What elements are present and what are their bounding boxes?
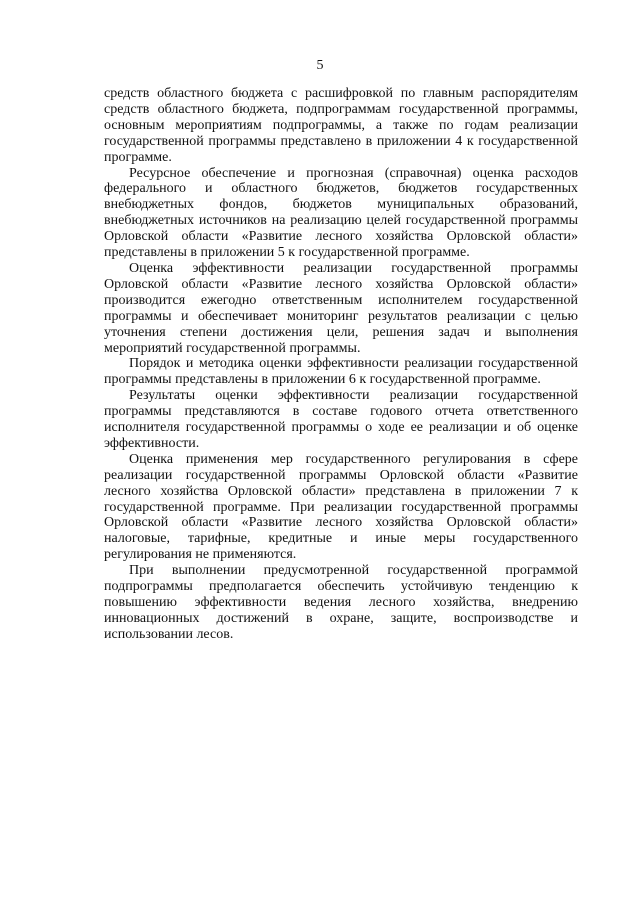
paragraph-budget-breakdown: средств областного бюджета с расшифровкой по главным распорядителям средств областного бюджета, подпрограммам государственной программы, основным мероприятиям подпрограммы, а также по годам реализации государственной программы представлено в приложении 4 к государственной программе. (104, 86, 578, 165)
paragraph-efficiency-assessment: Оценка эффективности реализации государственной программы Орловской области «Развитие лесного хозяйства Орловской области» производится ежегодно ответственным исполнителем государственной программы и обеспечивает мониторинг результатов реализации с целью уточнения степени достижения цели, решения задач и выполнения мероприятий государственной программы. (104, 260, 578, 356)
document-body (104, 86, 578, 643)
paragraph-state-regulation: Оценка применения мер государственного регулирования в сфере реализации государственной программы Орловской области «Развитие лесного хозяйства Орловской области» представлена в приложении 7 к государственной программе. При реализации государственной программы Орловской области «Развитие лесного хозяйства Орловской области» налоговые, тарифные, кредитные и иные меры государственного регулирования не применяются. (104, 451, 578, 563)
paragraph-assessment-results: Результаты оценки эффективности реализации государственной программы представляются в составе годового отчета ответственного исполнителя государственной программы о ходе ее реализации и об оценке эффективности. (104, 388, 578, 451)
paragraph-resource-provision: Ресурсное обеспечение и прогнозная (справочная) оценка расходов федерального и областного бюджетов, бюджетов государственных внебюджетных фондов, бюджетов муниципальных образований, внебюджетных источников на реализацию целей государственной программы Орловской области «Развитие лесного хозяйства Орловской области» представлены в приложении 5 к государственной программе. (104, 165, 578, 261)
paragraph-assessment-methodology: Порядок и методика оценки эффективности реализации государственной программы представлены в приложении 6 к государственной программе. (104, 356, 578, 388)
paragraph-expected-outcomes: При выполнении предусмотренной государственной программой подпрограммы предполагается обеспечить устойчивую тенденцию к повышению эффективности ведения лесного хозяйства, внедрению инновационных достижений в охране, защите, воспроизводстве и использовании лесов. (104, 563, 578, 642)
page-number: 5 (316, 58, 324, 73)
